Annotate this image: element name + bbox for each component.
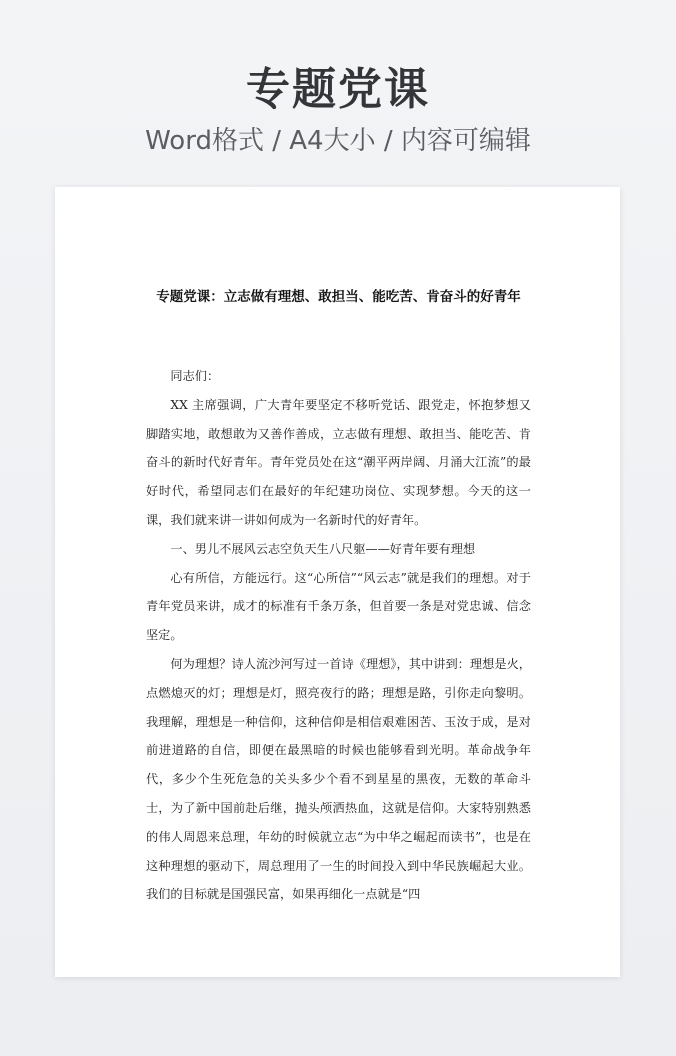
banner-subtitle: Word格式 / A4大小 / 内容可编辑 (145, 126, 531, 156)
greeting-paragraph: 同志们： (170, 369, 220, 383)
intro-paragraph: XX 主席强调，广大青年要坚定不移听党话、跟党走，怀抱梦想又脚踏实地，敢想敢为又善作善成，立志做有理想、敢担当、能吃苦、肯奋斗的新时代好青年。青年党员处在这“潮平两岸阔、月涌大江流”的最好时代，希望同志们在最好的年纪建功岗位、实现梦想。今天的这一课，我们就来讲一讲如何成为一名新时代的好青年。 (146, 397, 531, 527)
document-content (146, 362, 531, 909)
banner (0, 60, 676, 160)
body-paragraph: 何为理想？诗人流沙河写过一首诗《理想》，其中讲到：理想是火，点燃熄灭的灯；理想是灯，照亮夜行的路；理想是路，引你走向黎明。我理解，理想是一种信仰，这种信仰是相信艰难困苦、玉汝于成，是对前进道路的自信，即便在最黑暗的时候也能够看到光明。革命战争年代，多少个生死危急的关头多少个看不到星星的黑夜，无数的革命斗士，为了新中国前赴后继，抛头颅洒热血，这就是信仰。大家特别熟悉的伟人周恩来总理，年幼的时候就立志“为中华之崛起而读书”，也是在这种理想的驱动下，周总理用了一生的时间投入到中华民族崛起大业。我们的目标就是国强民富，如果再细化一点就是“四 (146, 656, 531, 902)
body-paragraph: 心有所信，方能远行。这“心所信”“风云志”就是我们的理想。对于青年党员来讲，成才的标准有千条万条，但首要一条是对党忠诚、信念坚定。 (146, 570, 531, 643)
banner-title: 专题党课 (246, 64, 430, 115)
document-title: 专题党课：立志做有理想、敢担当、能吃苦、肯奋斗的好青年 (156, 289, 521, 305)
section-heading: 一、男儿不展风云志空负天生八尺躯——好青年要有理想 (170, 541, 476, 556)
